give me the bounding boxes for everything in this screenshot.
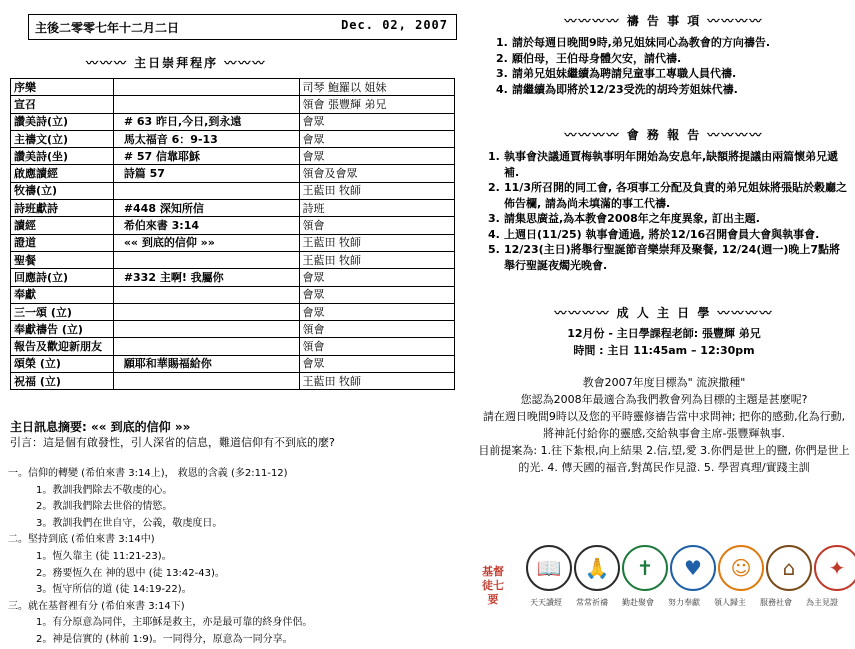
affairs-item-number: 3. bbox=[488, 212, 500, 225]
program-title: 〰〰〰 主日崇拜程序 〰〰〰 bbox=[86, 56, 267, 70]
order-content: 希伯來書 3:14 bbox=[113, 217, 299, 234]
affairs-item-number: 4. bbox=[488, 227, 500, 241]
adult-school-title: 〰〰〰〰 成 人 主 日 學 〰〰〰〰 bbox=[554, 306, 774, 320]
prayer-icon: 🙏 bbox=[574, 545, 620, 591]
affairs-item-text: 上週日(11/25) 執事會通過, 將於12/16召開會員大會與執事會. bbox=[504, 227, 820, 241]
outline-heading: 三。就在基督裡有分 (希伯來書 3:14下) bbox=[8, 600, 185, 612]
order-row bbox=[11, 79, 455, 96]
sermon-title: 主日訊息摘要: «« 到底的信仰 »» bbox=[10, 420, 191, 434]
affairs-item bbox=[488, 227, 850, 243]
order-content: «« 到底的信仰 »» bbox=[113, 234, 299, 251]
order-row bbox=[11, 321, 455, 338]
affairs-item-text: 12/23(主日)將舉行聖誕節音樂崇拜及聚餐, 12/24(週一)晚上7點將舉行聖誕夜燭光晚會. bbox=[504, 243, 841, 272]
goal-title: 教會2007年度目標為" 流淚撒種" bbox=[582, 376, 746, 389]
essential-caption: 天天讀經 bbox=[530, 598, 562, 607]
adult-school-teacher: 12月份 - 主日學課程老師: 張豐輝 弟兄 bbox=[567, 327, 761, 340]
order-row bbox=[11, 165, 455, 182]
outline-heading: 二。堅持到底 (希伯來書 3:14中) bbox=[8, 534, 155, 546]
order-person: 領會 bbox=[299, 217, 454, 234]
order-person: 司琴 鮑羅以 姐妹 bbox=[299, 79, 454, 96]
affairs-item-number: 2. bbox=[488, 181, 500, 194]
order-row bbox=[11, 148, 455, 165]
prayer-item-number: 1. bbox=[496, 36, 508, 49]
affairs-item bbox=[488, 211, 850, 227]
essentials-icon-row bbox=[526, 545, 855, 591]
essential-caption: 勤赴聚會 bbox=[622, 598, 654, 607]
service-icon: ⌂ bbox=[766, 545, 812, 591]
order-item: 讀經 bbox=[11, 217, 114, 234]
church-gathering-icon: ✝ bbox=[622, 545, 668, 591]
order-content bbox=[113, 338, 299, 355]
order-row bbox=[11, 182, 455, 199]
order-person: 會眾 bbox=[299, 130, 454, 147]
affairs-section bbox=[478, 126, 850, 273]
prayer-item bbox=[496, 35, 850, 51]
order-content bbox=[113, 96, 299, 113]
order-content: #448 深知所信 bbox=[113, 200, 299, 217]
prayer-item-number: 4. bbox=[496, 82, 508, 96]
witness-icon: ✦ bbox=[814, 545, 855, 591]
order-person: 會眾 bbox=[299, 113, 454, 130]
order-person: 會眾 bbox=[299, 355, 454, 372]
order-person: 領會及會眾 bbox=[299, 165, 454, 182]
goal-section bbox=[478, 374, 850, 476]
order-content bbox=[113, 373, 299, 390]
order-row bbox=[11, 113, 455, 130]
order-content bbox=[113, 251, 299, 268]
outline-point: 1。恆久靠主 (徒 11:21-23)。 bbox=[36, 550, 172, 562]
order-item: 詩班獻詩 bbox=[11, 200, 114, 217]
order-item: 回應詩(立) bbox=[11, 269, 114, 286]
prayer-item bbox=[496, 51, 850, 67]
prayer-item-text: 請弟兄姐妹繼續為聘請兒童事工專職人員代禱. bbox=[512, 67, 737, 80]
order-content bbox=[113, 321, 299, 338]
order-person: 王藍田 牧師 bbox=[299, 182, 454, 199]
english-date: Dec. 02, 2007 bbox=[341, 18, 448, 32]
affairs-item-text: 11/3所召開的同工會, 各項事工分配及負責的弟兄姐妹將張貼於穀廳之佈告欄, 請為尚未填滿的事工代禱. bbox=[504, 181, 847, 210]
affairs-item-text: 執事會決議通賈梅執事明年開始為安息年,缺額將提議由兩篇懷弟兄遞補. bbox=[504, 150, 839, 179]
prayer-item bbox=[496, 66, 850, 82]
order-row bbox=[11, 251, 455, 268]
order-content: 馬太福音 6：9-13 bbox=[113, 130, 299, 147]
sermon-outline bbox=[8, 466, 468, 649]
essential-caption: 服務社會 bbox=[760, 598, 792, 607]
prayer-item-number: 2. bbox=[496, 51, 508, 65]
order-item: 主禱文(立) bbox=[11, 130, 114, 147]
order-content bbox=[113, 286, 299, 303]
prayer-item bbox=[496, 82, 850, 98]
order-item: 祝福 (立) bbox=[11, 373, 114, 390]
order-row bbox=[11, 373, 455, 390]
bible-reading-icon: 📖 bbox=[526, 545, 572, 591]
order-item: 聖餐 bbox=[11, 251, 114, 268]
seven-essentials bbox=[478, 545, 848, 625]
order-person: 王藍田 牧師 bbox=[299, 373, 454, 390]
order-item: 宣召 bbox=[11, 96, 114, 113]
goal-proposals: 目前提案為: 1.往下紮根,向上結果 2.信,望,愛 3.你們是世上的鹽, 你們是世上的光. 4. 傳天國的福音,對萬民作見證. 5. 學習真理/實踐主訓 bbox=[478, 444, 850, 474]
order-item: 啟應讀經 bbox=[11, 165, 114, 182]
essential-caption: 努力奉獻 bbox=[668, 598, 700, 607]
outline-point: 1。教訓我們除去不敬虔的心。 bbox=[36, 484, 173, 496]
order-item: 頌榮 (立) bbox=[11, 355, 114, 372]
order-row bbox=[11, 217, 455, 234]
prayer-title: 〰〰〰〰 禱 告 事 項 〰〰〰〰 bbox=[564, 14, 764, 28]
order-row bbox=[11, 269, 455, 286]
affairs-item bbox=[488, 242, 850, 273]
order-content bbox=[113, 79, 299, 96]
order-row bbox=[11, 96, 455, 113]
order-content: #332 主啊! 我屬你 bbox=[113, 269, 299, 286]
adult-school-section bbox=[478, 304, 850, 359]
adult-school-time: 時間 : 主日 11:45am – 12:30pm bbox=[573, 344, 755, 357]
order-content bbox=[113, 303, 299, 320]
order-row bbox=[11, 200, 455, 217]
order-row bbox=[11, 355, 455, 372]
order-person: 王藍田 牧師 bbox=[299, 234, 454, 251]
date-header bbox=[28, 14, 457, 40]
affairs-item bbox=[488, 149, 850, 180]
goal-paragraph: 請在週日晚間9時以及您的平時靈修禱告當中求問神; 把你的感動,化為行動,將神託付給你的靈感,交給執事會主席-張豐輝執事. bbox=[482, 410, 846, 440]
order-item: 奉獻禱告 (立) bbox=[11, 321, 114, 338]
order-row bbox=[11, 286, 455, 303]
outline-point: 1。有分原意為同伴，主耶穌是救主，亦是最可靠的終身伴侶。 bbox=[36, 617, 313, 629]
order-item: 牧禱(立) bbox=[11, 182, 114, 199]
prayer-section bbox=[478, 12, 850, 97]
outline-point: 3。恆守所信的道 (徒 14:19-22)。 bbox=[36, 584, 192, 596]
prayer-list bbox=[478, 35, 850, 97]
order-person: 會眾 bbox=[299, 148, 454, 165]
outline-point: 2。務要恆久在 神的恩中 (徒 13:42-43)。 bbox=[36, 567, 225, 579]
order-person: 會眾 bbox=[299, 269, 454, 286]
outline-point: 3。教訓我們在世自守，公義，敬虔度日。 bbox=[36, 517, 223, 529]
order-row bbox=[11, 303, 455, 320]
affairs-item-number: 5. bbox=[488, 243, 500, 256]
order-content: # 63 昨日,今日,到永遠 bbox=[113, 113, 299, 130]
affairs-item bbox=[488, 180, 850, 211]
essential-caption: 常常祈禱 bbox=[576, 598, 608, 607]
worship-order-table bbox=[10, 78, 455, 390]
order-content: 願耶和華賜福給你 bbox=[113, 355, 299, 372]
prayer-item-number: 3. bbox=[496, 67, 508, 80]
outline-point: 2。神是信實的 (林前 1:9)。一同得分，原意為一同分享。 bbox=[36, 633, 293, 645]
prayer-item-text: 請繼續為即將於12/23受洗的胡玲芳姐妹代禱. bbox=[512, 82, 738, 96]
order-content: # 57 信靠耶穌 bbox=[113, 148, 299, 165]
order-item: 報告及歡迎新朋友 bbox=[11, 338, 114, 355]
order-item: 奉獻 bbox=[11, 286, 114, 303]
offering-icon: ♥ bbox=[670, 545, 716, 591]
essentials-caption-row bbox=[524, 597, 844, 608]
order-person: 王藍田 牧師 bbox=[299, 251, 454, 268]
order-row bbox=[11, 130, 455, 147]
affairs-item-number: 1. bbox=[488, 150, 500, 163]
prayer-item-text: 請於每週日晚間9時,弟兄姐妹同心為教會的方向禱告. bbox=[512, 36, 771, 49]
order-person: 詩班 bbox=[299, 200, 454, 217]
evangelism-icon: ☺ bbox=[718, 545, 764, 591]
order-content bbox=[113, 182, 299, 199]
order-person: 領會 張豐輝 弟兄 bbox=[299, 96, 454, 113]
order-row bbox=[11, 338, 455, 355]
essential-caption: 領人歸主 bbox=[714, 598, 746, 607]
order-item: 三一頌 (立) bbox=[11, 303, 114, 320]
order-person: 會眾 bbox=[299, 303, 454, 320]
order-item: 讚美詩(坐) bbox=[11, 148, 114, 165]
order-person: 領會 bbox=[299, 338, 454, 355]
order-row bbox=[11, 234, 455, 251]
outline-heading: 一。信仰的轉變 (希伯來書 3:14上)， 救恩的含義 (多2:11-12) bbox=[8, 468, 288, 479]
outline-point: 2。教訓我們除去世俗的情慾。 bbox=[36, 501, 173, 513]
sermon-intro: 引言：這是個有啟發性，引人深省的信息，難道信仰有不到底的麼? bbox=[10, 436, 335, 449]
goal-question: 您認為2008年最適合為我們教會列為目標的主題是甚麼呢? bbox=[520, 393, 808, 406]
order-person: 領會 bbox=[299, 321, 454, 338]
affairs-item-text: 請集思廣益,為本教會2008年之年度異象, 訂出主題. bbox=[504, 212, 760, 225]
essential-caption: 為主見證 bbox=[806, 598, 838, 607]
order-person: 會眾 bbox=[299, 286, 454, 303]
affairs-title: 〰〰〰〰 會 務 報 告 〰〰〰〰 bbox=[564, 128, 764, 142]
seven-essentials-label: 基督徒七要 bbox=[482, 565, 504, 606]
order-content: 詩篇 57 bbox=[113, 165, 299, 182]
chinese-date: 主後二零零七年十二月二日 bbox=[35, 21, 180, 35]
order-item: 讚美詩(立) bbox=[11, 113, 114, 130]
affairs-list bbox=[478, 149, 850, 273]
prayer-item-text: 願伯母，王伯母身體欠安，請代禱. bbox=[512, 51, 682, 65]
order-item: 序樂 bbox=[11, 79, 114, 96]
order-item: 證道 bbox=[11, 234, 114, 251]
